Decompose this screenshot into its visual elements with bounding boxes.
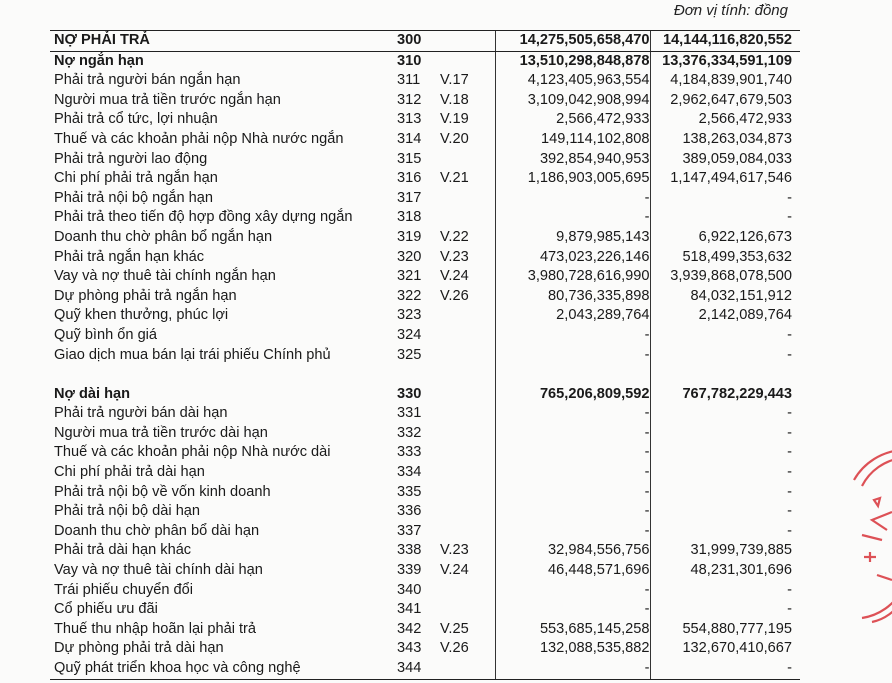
row-note: V.26 xyxy=(440,287,469,304)
header-value1: 14,275,505,658,470 xyxy=(495,31,650,52)
table-row xyxy=(50,483,800,503)
table-row xyxy=(50,248,800,268)
row-note: V.21 xyxy=(440,170,469,187)
row-value1: - xyxy=(495,659,650,679)
row-name: Phải trả theo tiến độ hợp đồng xây dựng ngắn xyxy=(54,209,353,226)
red-stamp-icon xyxy=(832,440,892,640)
row-note xyxy=(440,581,495,601)
table-row xyxy=(50,326,800,346)
table-header-row xyxy=(50,31,800,52)
row-value2: - xyxy=(650,502,800,522)
row-value1: 765,206,809,592 xyxy=(495,385,650,405)
row-code: 342 xyxy=(397,620,422,637)
row-value1: 13,510,298,848,878 xyxy=(495,51,650,71)
section-row xyxy=(50,51,800,71)
table-row xyxy=(50,639,800,659)
section-row xyxy=(50,385,800,405)
row-value1: - xyxy=(495,346,650,366)
row-value2: 31,999,739,885 xyxy=(650,541,800,561)
row-name: Vay và nợ thuê tài chính dài hạn xyxy=(54,562,263,579)
unit-label: Đơn vị tính: đồng xyxy=(673,2,788,19)
row-code: 314 xyxy=(397,130,422,147)
row-value2: - xyxy=(650,326,800,346)
row-value2: - xyxy=(650,581,800,601)
table-row xyxy=(50,541,800,561)
row-code: 334 xyxy=(397,464,422,481)
row-code: 316 xyxy=(397,170,422,187)
row-name: Dự phòng phải trả dài hạn xyxy=(54,640,224,657)
row-value2: 48,231,301,696 xyxy=(650,561,800,581)
row-name: Thuế và các khoản phải nộp Nhà nước dài xyxy=(54,444,331,461)
row-code: 332 xyxy=(397,424,422,441)
row-value2: - xyxy=(650,208,800,228)
row-value2: 554,880,777,195 xyxy=(650,620,800,640)
row-value1: - xyxy=(495,502,650,522)
row-name: Dự phòng phải trả ngắn hạn xyxy=(54,287,237,304)
row-code: 312 xyxy=(397,91,422,108)
table-row xyxy=(50,620,800,640)
row-value2: 4,184,839,901,740 xyxy=(650,71,800,91)
row-value1: - xyxy=(495,404,650,424)
row-note xyxy=(440,463,495,483)
row-code: 317 xyxy=(397,189,422,206)
table-row xyxy=(50,71,800,91)
row-value1: - xyxy=(495,483,650,503)
row-value1: 149,114,102,808 xyxy=(495,130,650,150)
row-name: Chi phí phải trả dài hạn xyxy=(54,464,205,481)
row-value2: 2,142,089,764 xyxy=(650,306,800,326)
row-value2: - xyxy=(650,189,800,209)
row-note xyxy=(440,208,495,228)
header-name: NỢ PHẢI TRẢ xyxy=(50,31,395,52)
row-name: Phải trả ngắn hạn khác xyxy=(54,248,205,265)
row-name: Người mua trả tiền trước ngắn hạn xyxy=(54,91,281,108)
row-code: 315 xyxy=(397,150,422,167)
row-value2: - xyxy=(650,483,800,503)
row-code: 335 xyxy=(397,483,422,500)
table-row xyxy=(50,130,800,150)
row-name: Phải trả dài hạn khác xyxy=(54,542,192,559)
table-row xyxy=(50,267,800,287)
row-note xyxy=(440,502,495,522)
row-code: 330 xyxy=(397,385,422,402)
row-value2: 138,263,034,873 xyxy=(650,130,800,150)
row-value2: - xyxy=(650,659,800,679)
row-code: 343 xyxy=(397,640,422,657)
row-note: V.23 xyxy=(440,248,469,265)
row-name: Doanh thu chờ phân bổ ngắn hạn xyxy=(54,228,273,245)
row-note: V.17 xyxy=(440,72,469,89)
row-value1: - xyxy=(495,208,650,228)
row-note xyxy=(440,443,495,463)
row-value1: - xyxy=(495,522,650,542)
table-row xyxy=(50,502,800,522)
row-value2: - xyxy=(650,443,800,463)
row-name: Quỹ bình ổn giá xyxy=(54,326,158,343)
table-row xyxy=(50,581,800,601)
row-name: Phải trả cổ tức, lợi nhuận xyxy=(54,111,218,128)
header-code: 300 xyxy=(395,31,440,52)
row-code: 321 xyxy=(397,268,422,285)
row-value1: 32,984,556,756 xyxy=(495,541,650,561)
row-value1: - xyxy=(495,424,650,444)
row-note: V.24 xyxy=(440,562,469,579)
table-row xyxy=(50,150,800,170)
row-name: Phải trả nội bộ ngắn hạn xyxy=(54,189,214,206)
row-value2: 1,147,494,617,546 xyxy=(650,169,800,189)
row-value1: 2,566,472,933 xyxy=(495,110,650,130)
row-value1: 473,023,226,146 xyxy=(495,248,650,268)
row-code: 338 xyxy=(397,542,422,559)
table-row xyxy=(50,287,800,307)
row-note: V.18 xyxy=(440,91,469,108)
row-value2: - xyxy=(650,600,800,620)
row-value2: 2,566,472,933 xyxy=(650,110,800,130)
table-row xyxy=(50,346,800,366)
row-code: 313 xyxy=(397,111,422,128)
row-note xyxy=(440,326,495,346)
row-name: Phải trả nội bộ dài hạn xyxy=(54,503,201,520)
row-value2: 2,962,647,679,503 xyxy=(650,91,800,111)
table-row xyxy=(50,443,800,463)
row-value1: 132,088,535,882 xyxy=(495,639,650,659)
row-value1: 4,123,405,963,554 xyxy=(495,71,650,91)
row-value1: 46,448,571,696 xyxy=(495,561,650,581)
row-code: 311 xyxy=(397,72,421,89)
row-value2: 389,059,084,033 xyxy=(650,150,800,170)
row-name: Nợ ngắn hạn xyxy=(54,52,144,69)
row-value2: 13,376,334,591,109 xyxy=(650,51,800,71)
row-value2: - xyxy=(650,463,800,483)
row-value2: - xyxy=(650,424,800,444)
row-value1: 553,685,145,258 xyxy=(495,620,650,640)
row-value1: 9,879,985,143 xyxy=(495,228,650,248)
row-value2: - xyxy=(650,522,800,542)
row-code: 318 xyxy=(397,209,422,226)
row-code: 336 xyxy=(397,503,422,520)
row-note xyxy=(440,385,495,405)
table-row xyxy=(50,561,800,581)
row-note xyxy=(440,51,495,71)
row-name: Trái phiếu chuyển đổi xyxy=(54,581,193,598)
row-note xyxy=(440,600,495,620)
row-note: V.19 xyxy=(440,111,469,128)
row-note xyxy=(440,306,495,326)
row-note xyxy=(440,404,495,424)
row-note xyxy=(440,189,495,209)
table-row xyxy=(50,600,800,620)
row-value2: 518,499,353,632 xyxy=(650,248,800,268)
row-value1: 2,043,289,764 xyxy=(495,306,650,326)
row-value2: 84,032,151,912 xyxy=(650,287,800,307)
row-code: 340 xyxy=(397,581,422,598)
row-name: Phải trả nội bộ về vốn kinh doanh xyxy=(54,483,271,500)
row-value1: 80,736,335,898 xyxy=(495,287,650,307)
row-name: Cổ phiếu ưu đãi xyxy=(54,601,158,618)
row-name: Giao dịch mua bán lại trái phiếu Chính phủ xyxy=(54,346,331,363)
row-code: 323 xyxy=(397,307,422,324)
row-name: Chi phí phải trả ngắn hạn xyxy=(54,170,218,187)
table-row xyxy=(50,306,800,326)
row-value1: 3,980,728,616,990 xyxy=(495,267,650,287)
row-note: V.20 xyxy=(440,130,469,147)
row-note xyxy=(440,346,495,366)
row-value1: - xyxy=(495,326,650,346)
table-row xyxy=(50,522,800,542)
row-name: Phải trả người bán ngắn hạn xyxy=(54,72,241,89)
table-row xyxy=(50,189,800,209)
row-value1: 1,186,903,005,695 xyxy=(495,169,650,189)
row-name: Quỹ khen thưởng, phúc lợi xyxy=(54,307,229,324)
row-value2: 767,782,229,443 xyxy=(650,385,800,405)
row-value1: - xyxy=(495,443,650,463)
row-name: Phải trả người lao động xyxy=(54,150,208,167)
table-row xyxy=(50,91,800,111)
row-code: 344 xyxy=(395,659,440,679)
row-name: Nợ dài hạn xyxy=(54,385,131,402)
row-note: V.26 xyxy=(440,640,469,657)
row-name: Vay và nợ thuê tài chính ngắn hạn xyxy=(54,268,276,285)
table-row xyxy=(50,659,800,679)
row-value2: 6,922,126,673 xyxy=(650,228,800,248)
table-row xyxy=(50,169,800,189)
row-code: 331 xyxy=(397,405,422,422)
row-code: 310 xyxy=(397,52,422,69)
row-value1: 3,109,042,908,994 xyxy=(495,91,650,111)
row-code: 339 xyxy=(397,562,422,579)
row-code: 341 xyxy=(397,601,422,618)
row-note xyxy=(440,659,495,679)
row-note: V.23 xyxy=(440,542,469,559)
table-row xyxy=(50,110,800,130)
row-name: Người mua trả tiền trước dài hạn xyxy=(54,424,268,441)
table-row xyxy=(50,463,800,483)
row-value1: - xyxy=(495,189,650,209)
row-code: 325 xyxy=(397,346,422,363)
balance-sheet-table xyxy=(50,30,800,680)
header-value2: 14,144,116,820,552 xyxy=(650,31,800,52)
row-value1: 392,854,940,953 xyxy=(495,150,650,170)
row-note: V.24 xyxy=(440,268,469,285)
row-value2: - xyxy=(650,346,800,366)
row-value2: 3,939,868,078,500 xyxy=(650,267,800,287)
row-code: 322 xyxy=(397,287,422,304)
table-row xyxy=(50,228,800,248)
table-row xyxy=(50,208,800,228)
spacer-row xyxy=(50,365,800,385)
row-note xyxy=(440,522,495,542)
row-code: 320 xyxy=(397,248,422,265)
row-code: 324 xyxy=(397,326,422,343)
row-note: V.22 xyxy=(440,228,469,245)
row-name: Thuế thu nhập hoãn lại phải trả xyxy=(54,620,257,637)
header-note xyxy=(440,31,495,52)
row-note: V.25 xyxy=(440,620,469,637)
row-note xyxy=(440,424,495,444)
row-value1: - xyxy=(495,581,650,601)
row-code: 337 xyxy=(397,522,422,539)
row-name: Phải trả người bán dài hạn xyxy=(54,405,228,422)
row-code: 319 xyxy=(397,228,422,245)
row-note xyxy=(440,150,495,170)
row-value2: 132,670,410,667 xyxy=(650,639,800,659)
row-name: Thuế và các khoản phải nộp Nhà nước ngắn xyxy=(54,130,344,147)
row-note xyxy=(440,483,495,503)
row-value2: - xyxy=(650,404,800,424)
row-code: 333 xyxy=(397,444,422,461)
row-value1: - xyxy=(495,600,650,620)
table-row xyxy=(50,404,800,424)
row-name: Quỹ phát triển khoa học và công nghệ xyxy=(50,659,395,679)
table-row xyxy=(50,424,800,444)
row-value1: - xyxy=(495,463,650,483)
row-name: Doanh thu chờ phân bổ dài hạn xyxy=(54,522,260,539)
